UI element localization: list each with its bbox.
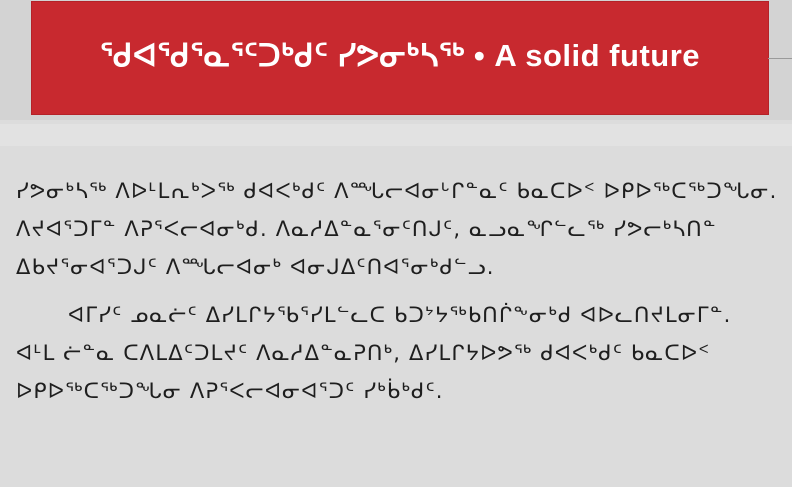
edge-rule — [768, 58, 792, 59]
paragraph-1 — [16, 172, 786, 286]
banner-title: ᖁᐊᖁᕐᓇᕐᑦᑐᒃᑯᑦ ᓯᕗᓂᒃᓴᖅ • A solid future — [99, 38, 701, 73]
title-banner — [32, 2, 768, 114]
body-text — [16, 172, 786, 410]
paragraph-line: ᐃᑲᔪᕐᓂᐊᕐᑐᒍᑦ ᐱᙵᓕᐊᓂᒃ ᐊᓂᒍᐃᑦᑎᐊᕐᓂᒃᑯᓪᓗ. — [16, 255, 495, 279]
divider-band — [0, 124, 792, 146]
paragraph-line: ᐊᒻᒪ ᓖᓐᓇ ᑕᐱᒪᐃᑦᑐᒪᔪᑦ ᐱᓇᓱᐃᓐᓇᕈᑎᒃ, ᐃᓯᒪᒋᔭᐅᕗᖅ ᑯᐊᐸᒃᑯᑦ ᑲᓇᑕᐅᑉ — [16, 341, 711, 365]
paragraph-line: ᓯᕗᓂᒃᓴᖅ ᐱᐅᒻᒪᕆᒃᐳᖅ ᑯᐊᐸᒃᑯᑦ ᐱᙵᓕᐊᓂᒡᒋᓐᓇᑦ ᑲᓇᑕᐅᑉ ᐅᑭᐅᖅᑕᖅᑐᖓᓂ. — [16, 179, 778, 203]
banner-area — [0, 0, 792, 120]
paragraph-line: ᐅᑭᐅᖅᑕᖅᑐᖓᓂ ᐱᕈᕐᐸᓕᐊᓂᐊᕐᑐᑦ ᓯᒃᑳᒃᑯᑦ. — [16, 379, 444, 403]
paragraph-line: ᐊᒥᓯᑦ ᓄᓇᓖᑦ ᐃᓯᒪᒋᔭᖃᕐᓯᒪᓪᓚᑕ ᑲᑐᔾᔭᖅᑲᑎᒌᖕᓂᒃᑯ ᐊᐅᓚᑎᔪᒪᓂᒥᓐ. — [68, 303, 732, 327]
paragraph-line: ᐱᔪᐊᕐᑐᒥᓐ ᐱᕈᕐᐸᓕᐊᓂᒃᑯ. ᐱᓇᓱᐃᓐᓇᕐᓂᑦᑎᒍᑦ, ᓇᓗᓇᖏᓪᓚᖅ ᓯᕗᓕᒃᓴᑎᓐ — [16, 217, 717, 241]
paragraph-2 — [16, 296, 786, 410]
